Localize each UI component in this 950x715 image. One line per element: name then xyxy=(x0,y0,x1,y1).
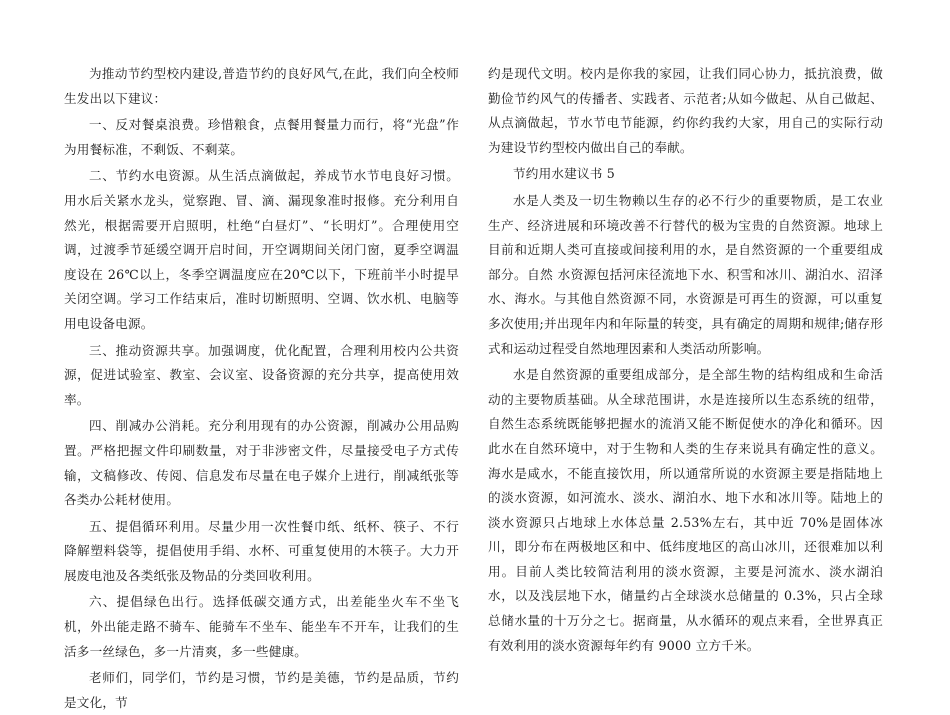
proposal-paragraph-2: 二、节约水电资源。从生活点滴做起，养成节水节电良好习惯。用水后关紧水龙头，觉察跑、冒、滴、漏现象准时报修。充分利用自然光，根据需要开启照明，杜绝“白昼灯”、“长明灯”。合理使用空调，过渡季节延缓空调开启时间，开空调期间关闭门窗，夏季空调温度设在 26℃以上，冬季空调温度应在20℃以下，下班前半小时提早关闭空调。学习工作结束后，准时切断照明、空调、饮水机、电脑等用电设备电源。 xyxy=(64,168,459,331)
proposal-paragraph-3: 三、推动资源共享。加强调度，优化配置，合理利用校内公共资源，促进试验室、教室、会议室、设备资源的充分共享，提高使用效率。 xyxy=(64,342,459,407)
right-column xyxy=(488,62,883,658)
proposal-paragraph-4: 四、削减办公消耗。充分利用现有的办公资源，削减办公用品购置。严格把握文件印刷数量，对于非涉密文件，尽量接受电子方式传输，文稿修改、传阅、信息发布尽量在电子媒介上进行，削减纸张等各类办公耗材使用。 xyxy=(64,418,459,508)
closing-paragraph-continuation: 约是现代文明。校内是你我的家园，让我们同心协力，抵抗浪费，做勤俭节约风气的传播者、实践者、示范者;从如今做起、从自己做起、从点滴做起，节水节电节能源，约你约我约大家，用自己的实际行动为建设节约型校内做出自己的奉献。 xyxy=(488,66,883,155)
section-heading: 节约用水建议书 5 xyxy=(513,166,615,182)
left-column xyxy=(64,62,459,715)
proposal-paragraph-1: 一、反对餐桌浪费。珍惜粮食，点餐用餐量力而行，将“光盘”作为用餐标准，不剩饭、不剩菜。 xyxy=(64,117,459,157)
intro-paragraph: 为推动节约型校内建设,普造节约的良好风气,在此，我们向全校师生发出以下建议： xyxy=(64,66,459,106)
water-paragraph-2: 水是自然资源的重要组成部分，是全部生物的结构组成和生命活动的主要物质基础。从全球范围讲，水是连接所以生态系统的纽带，自然生态系统既能够把握水的流消又能不断促使水的净化和循环。因此水在自然环境中，对于生物和人类的生存来说具有确定性的意义。海水是咸水，不能直接饮用，所以通常所说的水资源主要是指陆地上的淡水资源，如河流水、淡水、湖泊水、地下水和冰川等。陆地上的淡水资源只占地球上水体总量 2.53%左右，其中近 70%是固体冰川，即分布在两极地区和中、低纬度地区的高山冰川，还很难加以利用。目前人类比较简洁利用的淡水资源，主要是河流水、淡水湖泊水，以及浅层地下水，储量约占全球淡水总储量的 0.3%，只占全球总储水量的十万分之七。据商量，从水循环的观点来看，全世界真正有效利用的淡水资源每年约有 9000 立方千米。 xyxy=(488,367,883,653)
closing-paragraph-start: 老师们，同学们，节约是习惯，节约是美德，节约是品质，节约是文化，节 xyxy=(64,670,459,710)
proposal-paragraph-6: 六、提倡绿色出行。选择低碳交通方式，出差能坐火车不坐飞机，外出能走路不骑车、能骑车不坐车、能坐车不开车，让我们的生活多一丝绿色，多一片清爽，多一些健康。 xyxy=(64,594,459,659)
water-paragraph-1: 水是人类及一切生物赖以生存的必不行少的重要物质，是工农业生产、经济进展和环境改善不行替代的极为宝贵的自然资源。地球上目前和近期人类可直接或间接利用的水，是自然资源的一个重要组成部分。自然 水资源包括河床径流地下水、积雪和冰川、湖泊水、沼泽水、海水。与其他自然资源不同，水资源是可再生的资源，可以重复多次使用;并出现年内和年际量的转变，具有确定的周期和规律;储存形式和运动过程受自然地理因素和人类活动所影响。 xyxy=(488,192,883,356)
proposal-paragraph-5: 五、提倡循环利用。尽量少用一次性餐巾纸、纸杯、筷子、不行降解塑料袋等，提倡使用手绢、水杯、可重复使用的木筷子。大力开展废电池及各类纸张及物品的分类回收利用。 xyxy=(64,518,459,583)
